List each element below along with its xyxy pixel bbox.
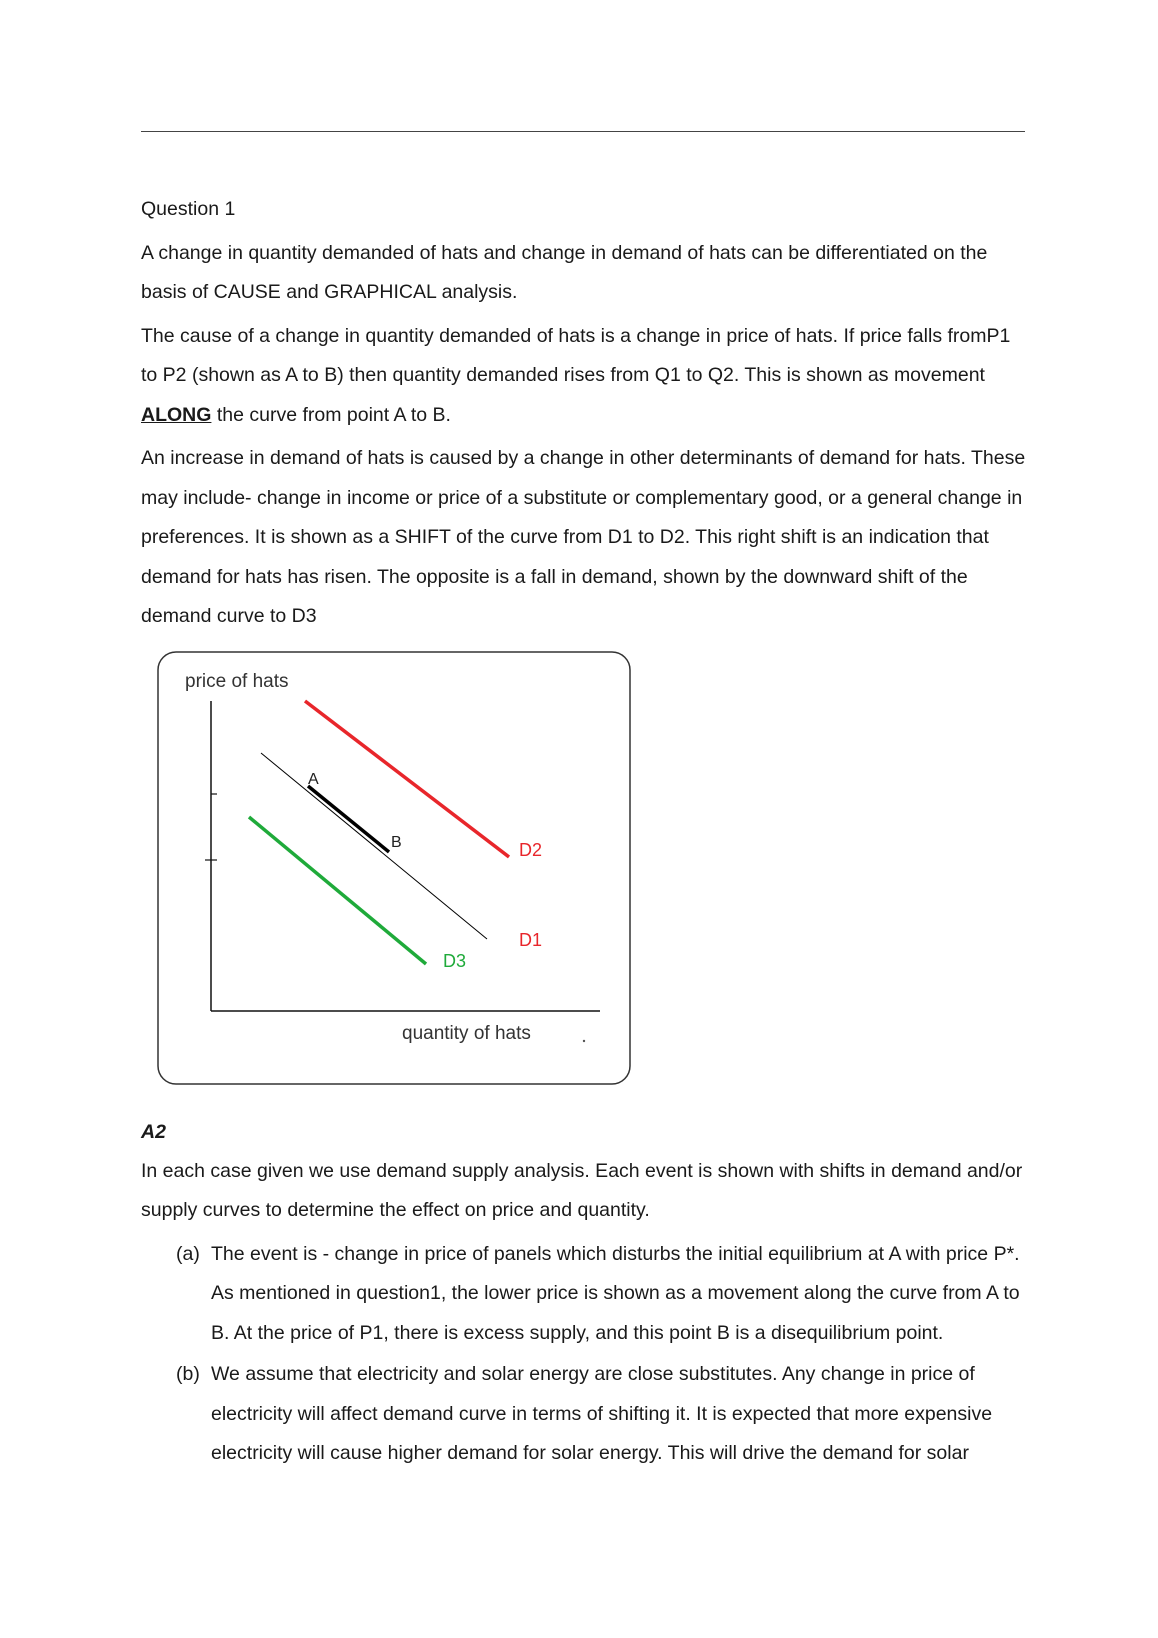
x-axis-label: quantity of hats [402,1022,531,1044]
demand-chart [157,651,633,1087]
chart-frame [158,652,630,1084]
label-d1: D1 [519,929,543,950]
along-emphasis: ALONG [141,403,212,426]
question-1-heading: Question 1 [141,198,236,220]
a2-list [141,1235,1031,1474]
list-item-a [141,1235,1031,1354]
paragraph-cause-graphical: A change in quantity demanded of hats and change in demand of hats can be differentiated on the basis of CAUSE and GRAPHICAL analysis. [141,241,988,303]
demand-chart-svg [157,651,633,1087]
paragraph-quantity-demanded-end: the curve from point A to B. [211,403,451,426]
label-d2: D2 [519,839,543,860]
paragraph-quantity-demanded-text: The cause of a change in quantity demanded of hats is a change in price of hats. If price falls fromP1 to P2 (shown as A to B) then quantity demanded rises from Q1 to Q2. This is shown as movement [141,324,1011,386]
list-item-b [141,1355,1031,1474]
a2-intro: In each case given we use demand supply analysis. Each event is shown with shifts in demand and/or supply curves to determine the effect on price and quantity. [141,1159,1023,1221]
y-axis-label: price of hats [185,670,289,692]
paragraph-quantity-demanded [141,317,1031,436]
list-marker-b: (b) [176,1363,200,1385]
list-text-b: We assume that electricity and solar energy are close substitutes. Any change in price of electricity will affect demand curve in terms of shifting it. It is expected that more expensive electricity will cause higher demand for solar energy. This will drive the demand for solar [211,1363,993,1464]
point-label-a: A [308,770,319,788]
paragraph-demand-shift: An increase in demand of hats is caused by a change in other determinants of demand for hats. These may include- change in income or price of a substitute or complementary good, or a general change in preferences. It is shown as a SHIFT of the curve from D1 to D2. This right shift is an indication that demand for hats has risen. The opposite is a fall in demand, shown by the downward shift of the demand curve to D3 [141,447,1026,627]
header-rule [141,131,1025,132]
list-text-a: The event is - change in price of panels which disturbs the initial equilibrium at A with price P*. As mentioned in question1, the lower price is shown as a movement along the curve from A to B. At the price of P1, there is excess supply, and this point B is a disequilibrium point. [211,1242,1020,1344]
stray-dot [583,1039,585,1041]
label-d3: D3 [443,950,467,971]
point-label-b: B [391,833,402,851]
document-body [141,190,1031,1476]
a2-heading: A2 [141,1120,166,1143]
list-marker-a: (a) [176,1242,200,1265]
